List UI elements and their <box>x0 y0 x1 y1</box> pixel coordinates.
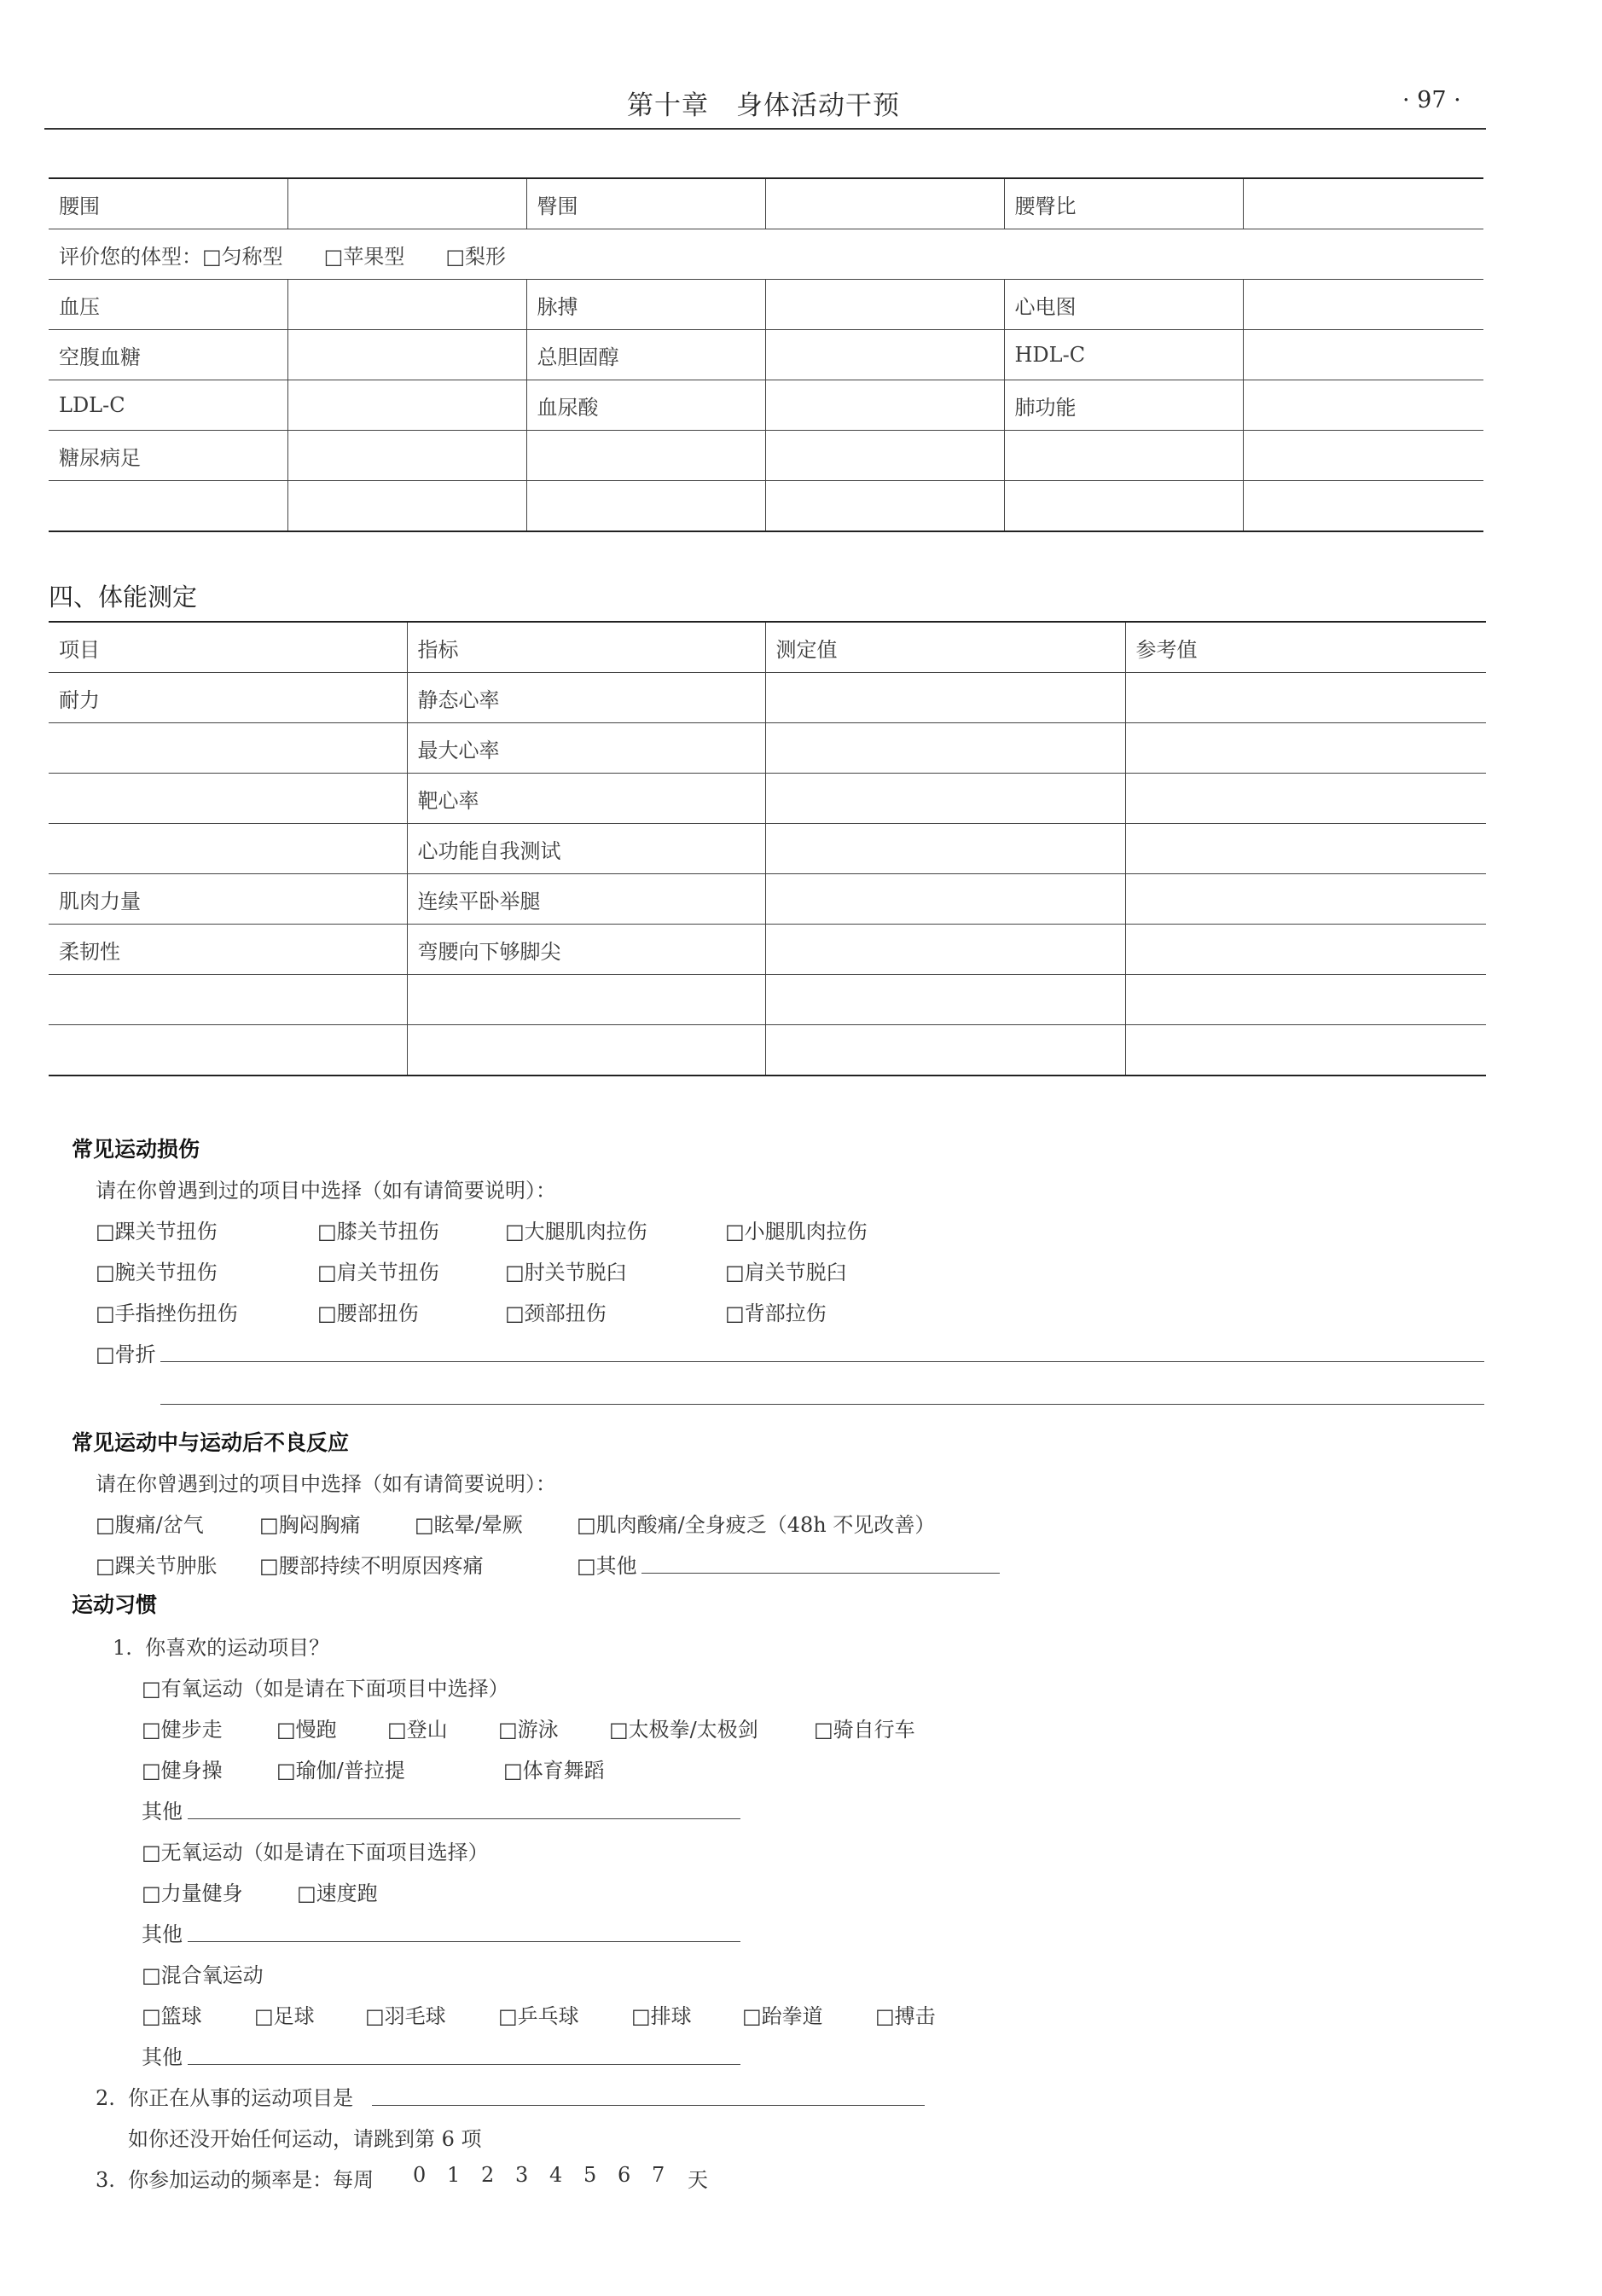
table-cell[interactable] <box>1243 481 1483 532</box>
table-row <box>49 975 1486 1025</box>
question-2: 2. 你正在从事的运动项目是 <box>96 2086 354 2110</box>
blood-pressure-label: 血压 <box>49 280 287 330</box>
checkbox-aerobics[interactable]: □健身操 <box>142 1759 223 1783</box>
reference-cell[interactable] <box>1125 975 1486 1025</box>
reference-cell[interactable] <box>1125 723 1486 774</box>
pulse-label: 脉搏 <box>526 280 765 330</box>
table-cell[interactable] <box>1004 431 1243 481</box>
checkbox-wrist-sprain[interactable]: □腕关节扭伤 <box>96 1261 218 1284</box>
mixed-other-line[interactable] <box>188 2064 740 2065</box>
checkbox-combat[interactable]: □搏击 <box>875 2004 936 2028</box>
checkbox-elbow-dislocation[interactable]: □肘关节脱臼 <box>505 1261 627 1284</box>
measured-cell[interactable] <box>765 673 1125 723</box>
habits-heading: 运动习惯 <box>72 1592 158 1617</box>
table-cell[interactable] <box>1004 481 1243 532</box>
table-row <box>49 774 1486 824</box>
indicator-cell: 靶心率 <box>407 774 765 824</box>
indicator-cell: 弯腰向下够脚尖 <box>407 925 765 975</box>
aerobic-other-line[interactable] <box>188 1818 740 1819</box>
checkbox-football[interactable]: □足球 <box>254 2004 315 2028</box>
anaerobic-other-label: 其他 <box>142 1922 183 1946</box>
frequency-option-0[interactable]: 0 <box>413 2163 427 2187</box>
ecg-label: 心电图 <box>1004 280 1243 330</box>
checkbox-knee-sprain[interactable]: □膝关节扭伤 <box>317 1220 439 1244</box>
question-2-note: 如你还没开始任何运动，请跳到第 6 项 <box>128 2127 482 2151</box>
checkbox-shoulder-dislocation[interactable]: □肩关节脱臼 <box>725 1261 847 1284</box>
measured-cell[interactable] <box>765 874 1125 925</box>
checkbox-aerobic[interactable]: □有氧运动（如是请在下面项目中选择） <box>142 1677 509 1701</box>
anaerobic-other-line[interactable] <box>188 1941 740 1942</box>
checkbox-swimming[interactable]: □游泳 <box>498 1718 559 1742</box>
waist-hip-ratio-field[interactable] <box>1243 178 1483 229</box>
reference-cell[interactable] <box>1125 673 1486 723</box>
table-row <box>49 824 1486 874</box>
table-row <box>49 330 1483 380</box>
indicator-cell[interactable] <box>407 975 765 1025</box>
frequency-option-1[interactable]: 1 <box>447 2163 461 2187</box>
reference-cell[interactable] <box>1125 824 1486 874</box>
table-row <box>49 178 1483 229</box>
indicator-cell: 最大心率 <box>407 723 765 774</box>
page-header-title: 第十章 身体活动干预 <box>627 90 900 121</box>
reference-cell[interactable] <box>1125 925 1486 975</box>
reactions-heading: 常见运动中与运动后不良反应 <box>72 1430 350 1455</box>
lung-function-field[interactable] <box>1243 380 1483 431</box>
checkbox-back-strain[interactable]: □背部拉伤 <box>725 1302 827 1325</box>
item-cell: 肌肉力量 <box>49 874 407 925</box>
checkbox-taekwondo[interactable]: □跆拳道 <box>742 2004 823 2028</box>
checkbox-strength-training[interactable]: □力量健身 <box>142 1881 243 1905</box>
checkbox-thigh-strain[interactable]: □大腿肌肉拉伤 <box>505 1220 647 1244</box>
uric-acid-field[interactable] <box>765 380 1004 431</box>
checkbox-brisk-walk[interactable]: □健步走 <box>142 1718 223 1742</box>
fracture-answer-line-2[interactable] <box>160 1404 1484 1405</box>
table-cell[interactable] <box>765 481 1004 532</box>
table-header-row <box>49 622 1486 673</box>
ldl-field[interactable] <box>287 380 526 431</box>
lung-function-label: 肺功能 <box>1004 380 1243 431</box>
table-row <box>49 380 1483 431</box>
item-cell: 耐力 <box>49 673 407 723</box>
item-cell: 柔韧性 <box>49 925 407 975</box>
hip-label: 臀围 <box>526 178 765 229</box>
other-reaction-line[interactable] <box>641 1573 1000 1574</box>
total-cholesterol-field[interactable] <box>765 330 1004 380</box>
measured-cell[interactable] <box>765 925 1125 975</box>
question-1: 1. 你喜欢的运动项目？ <box>113 1636 330 1660</box>
checkbox-badminton[interactable]: □羽毛球 <box>365 2004 446 2028</box>
pulse-field[interactable] <box>765 280 1004 330</box>
hdl-label: HDL-C <box>1004 330 1243 380</box>
ldl-label: LDL-C <box>49 380 287 431</box>
checkbox-basketball[interactable]: □篮球 <box>142 2004 202 2028</box>
body-measurements-table <box>49 177 1483 532</box>
table-row <box>49 229 1483 280</box>
page-number: · 97 · <box>1402 87 1461 113</box>
fasting-glucose-label: 空腹血糖 <box>49 330 287 380</box>
checkbox-jogging[interactable]: □慢跑 <box>276 1718 337 1742</box>
table-cell[interactable] <box>287 481 526 532</box>
checkbox-muscle-soreness[interactable]: □肌肉酸痛/全身疲乏（48h 不见改善） <box>577 1513 936 1537</box>
reference-cell[interactable] <box>1125 1025 1486 1076</box>
table-cell[interactable] <box>526 481 765 532</box>
header-rule <box>44 128 1486 130</box>
frequency-option-4[interactable]: 4 <box>549 2163 563 2187</box>
fitness-test-table <box>49 621 1486 1076</box>
measured-cell[interactable] <box>765 774 1125 824</box>
table-cell[interactable] <box>765 431 1004 481</box>
indicator-cell[interactable] <box>407 1025 765 1076</box>
checkbox-sprint[interactable]: □速度跑 <box>297 1881 378 1905</box>
column-header-measured: 测定值 <box>765 622 1125 673</box>
table-row <box>49 481 1483 532</box>
table-cell[interactable] <box>526 431 765 481</box>
checkbox-finger-injury[interactable]: □手指挫伤扭伤 <box>96 1302 238 1325</box>
waist-label: 腰围 <box>49 178 287 229</box>
checkbox-ankle-swelling[interactable]: □踝关节肿胀 <box>96 1554 218 1578</box>
checkbox-anaerobic[interactable]: □无氧运动（如是请在下面项目选择） <box>142 1841 489 1864</box>
hdl-field[interactable] <box>1243 330 1483 380</box>
reference-cell[interactable] <box>1125 774 1486 824</box>
checkbox-waist-sprain[interactable]: □腰部扭伤 <box>317 1302 419 1325</box>
reference-cell[interactable] <box>1125 874 1486 925</box>
item-cell <box>49 824 407 874</box>
body-type-evaluation[interactable]: 评价您的体型：□匀称型 □苹果型 □梨形 <box>49 229 1483 280</box>
table-row <box>49 1025 1486 1076</box>
table-row <box>49 723 1486 774</box>
checkbox-volleyball[interactable]: □排球 <box>631 2004 692 2028</box>
uric-acid-label: 血尿酸 <box>526 380 765 431</box>
question-3: 3. 你参加运动的频率是：每周 <box>96 2168 374 2192</box>
frequency-option-3[interactable]: 3 <box>515 2163 529 2187</box>
item-cell <box>49 723 407 774</box>
table-row <box>49 673 1486 723</box>
table-cell[interactable] <box>1243 431 1483 481</box>
checkbox-fracture[interactable]: □骨折 <box>96 1342 156 1366</box>
frequency-option-2[interactable]: 2 <box>481 2163 495 2187</box>
frequency-option-5[interactable]: 5 <box>583 2163 597 2187</box>
measured-cell[interactable] <box>765 824 1125 874</box>
indicator-cell: 静态心率 <box>407 673 765 723</box>
table-row <box>49 925 1486 975</box>
checkbox-neck-sprain[interactable]: □颈部扭伤 <box>505 1302 607 1325</box>
item-cell <box>49 774 407 824</box>
total-cholesterol-label: 总胆固醇 <box>526 330 765 380</box>
table-row <box>49 874 1486 925</box>
waist-hip-ratio-label: 腰臀比 <box>1004 178 1243 229</box>
mixed-other-label: 其他 <box>142 2045 183 2069</box>
item-cell[interactable] <box>49 975 407 1025</box>
measured-cell[interactable] <box>765 723 1125 774</box>
fasting-glucose-field[interactable] <box>287 330 526 380</box>
checkbox-mixed[interactable]: □混合氧运动 <box>142 1963 264 1987</box>
measured-cell[interactable] <box>765 1025 1125 1076</box>
blood-pressure-field[interactable] <box>287 280 526 330</box>
checkbox-calf-strain[interactable]: □小腿肌肉拉伤 <box>725 1220 868 1244</box>
checkbox-abdominal-pain[interactable]: □腹痛/岔气 <box>96 1513 204 1537</box>
table-row <box>49 280 1483 330</box>
ecg-field[interactable] <box>1243 280 1483 330</box>
table-cell[interactable] <box>49 481 287 532</box>
fracture-answer-line[interactable] <box>160 1361 1484 1362</box>
waist-field[interactable] <box>287 178 526 229</box>
frequency-option-7[interactable]: 7 <box>652 2163 665 2187</box>
checkbox-other-reaction[interactable]: □其他 <box>577 1554 637 1578</box>
checkbox-dance[interactable]: □体育舞蹈 <box>503 1759 605 1783</box>
checkbox-ankle-sprain[interactable]: □踝关节扭伤 <box>96 1220 218 1244</box>
injuries-instruction: 请在你曾遇到过的项目中选择（如有请简要说明）： <box>96 1179 556 1203</box>
aerobic-other-label: 其他 <box>142 1800 183 1823</box>
fitness-section-heading: 四、体能测定 <box>49 583 198 612</box>
indicator-cell: 心功能自我测试 <box>407 824 765 874</box>
checkbox-dizziness[interactable]: □眩晕/晕厥 <box>415 1513 523 1537</box>
checkbox-table-tennis[interactable]: □乒乓球 <box>498 2004 579 2028</box>
frequency-option-6[interactable]: 6 <box>618 2163 631 2187</box>
checkbox-chest-pain[interactable]: □胸闷胸痛 <box>259 1513 361 1537</box>
column-header-indicator: 指标 <box>407 622 765 673</box>
hip-field[interactable] <box>765 178 1004 229</box>
measured-cell[interactable] <box>765 975 1125 1025</box>
checkbox-hiking[interactable]: □登山 <box>387 1718 448 1742</box>
reactions-instruction: 请在你曾遇到过的项目中选择（如有请简要说明）： <box>96 1472 556 1496</box>
checkbox-cycling[interactable]: □骑自行车 <box>814 1718 915 1742</box>
current-sport-line[interactable] <box>372 2105 925 2106</box>
table-row <box>49 431 1483 481</box>
injuries-heading: 常见运动损伤 <box>72 1137 200 1162</box>
column-header-item: 项目 <box>49 622 407 673</box>
item-cell[interactable] <box>49 1025 407 1076</box>
checkbox-yoga[interactable]: □瑜伽/普拉提 <box>276 1759 405 1783</box>
indicator-cell: 连续平卧举腿 <box>407 874 765 925</box>
frequency-unit: 天 <box>688 2168 708 2192</box>
checkbox-taichi[interactable]: □太极拳/太极剑 <box>609 1718 758 1742</box>
table-cell[interactable] <box>287 431 526 481</box>
checkbox-shoulder-sprain[interactable]: □肩关节扭伤 <box>317 1261 439 1284</box>
diabetic-foot-label: 糖尿病足 <box>49 431 287 481</box>
checkbox-back-pain[interactable]: □腰部持续不明原因疼痛 <box>259 1554 484 1578</box>
column-header-reference: 参考值 <box>1125 622 1486 673</box>
